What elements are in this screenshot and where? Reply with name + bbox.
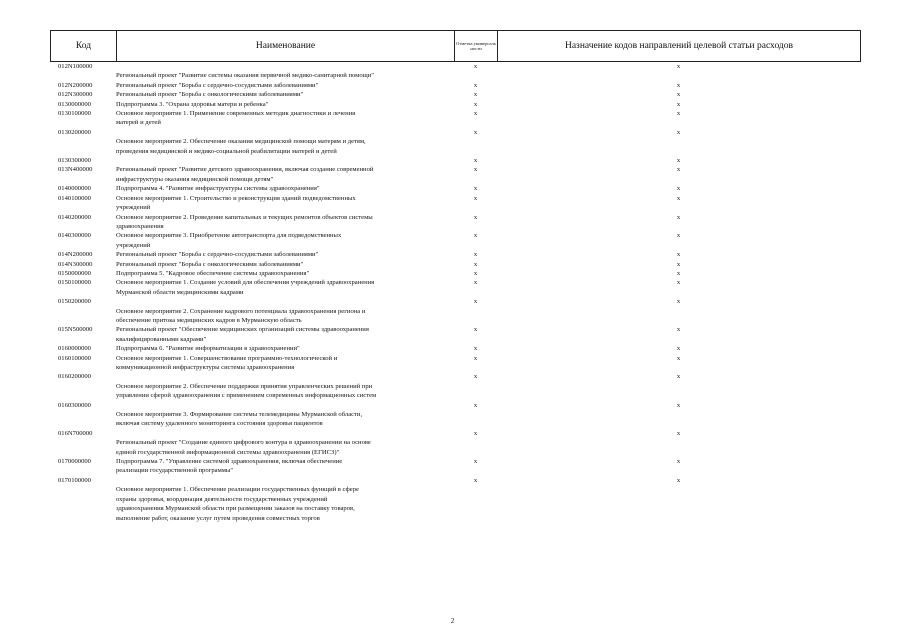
row-flag: x bbox=[473, 373, 478, 381]
row-name: Основное мероприятие 1. Применение современных методик диагностики и лечения матерей и детей bbox=[116, 110, 356, 127]
row-code: 012N300000 bbox=[58, 91, 93, 99]
row-purpose: x bbox=[676, 476, 681, 484]
table-row bbox=[50, 269, 860, 278]
row-name: Региональный проект "Развитие системы оказания первичной медико-санитарной помощи" bbox=[116, 72, 374, 80]
table-header bbox=[50, 30, 861, 62]
row-code: 0150100000 bbox=[58, 279, 91, 287]
row-name: Основное мероприятие 1. Обеспечение реализации государственных функций в сфере охраны здоровья, координация деятельности государственных учреждений здравоохранения Мурманской области при размещении заказов на поставку товаров, выполнение работ, оказание услуг путем проведения совместных торгов bbox=[116, 486, 359, 522]
row-purpose: x bbox=[676, 279, 681, 287]
table-row bbox=[50, 429, 860, 438]
table-row bbox=[50, 71, 860, 80]
row-name: Подпрограмма 5. "Кадровое обеспечение системы здравоохранения" bbox=[116, 269, 310, 277]
row-code: 0160000000 bbox=[58, 345, 91, 353]
table-row bbox=[50, 325, 860, 344]
row-code: 0130300000 bbox=[58, 157, 91, 165]
row-flag: x bbox=[473, 213, 478, 221]
row-purpose: x bbox=[676, 429, 681, 437]
row-code: 0140300000 bbox=[58, 232, 91, 240]
row-flag: x bbox=[473, 476, 478, 484]
row-code: 015N500000 bbox=[58, 326, 93, 334]
table-row bbox=[50, 260, 860, 269]
row-flag: x bbox=[473, 260, 478, 268]
row-purpose: x bbox=[676, 157, 681, 165]
table-row bbox=[50, 213, 860, 232]
table-row bbox=[50, 100, 860, 109]
row-name: Основное мероприятие 1. Совершенствование программно-технологической и коммуникационной инфраструктуры системы здравоохранения bbox=[116, 354, 338, 371]
table-row bbox=[50, 250, 860, 259]
row-purpose: x bbox=[676, 63, 681, 70]
table-row bbox=[50, 457, 860, 476]
table-row bbox=[50, 372, 860, 381]
table-row bbox=[50, 438, 860, 457]
table-row bbox=[50, 137, 860, 156]
header-flag: Отметка универсаль ности bbox=[455, 31, 498, 62]
row-name: Подпрограмма 6. "Развитие информатизации в здравоохранении" bbox=[116, 345, 300, 353]
row-flag: x bbox=[473, 326, 478, 334]
header-name: Наименование bbox=[117, 31, 455, 62]
row-code: 012N200000 bbox=[58, 81, 93, 89]
row-flag: x bbox=[473, 100, 478, 108]
row-flag: x bbox=[473, 81, 478, 89]
row-code: 0160300000 bbox=[58, 401, 91, 409]
row-purpose: x bbox=[676, 81, 681, 89]
row-name: Региональный проект "Создание единого цифрового контура в здравоохранении на основе единой государственной информационной системы здравоохранения (ЕГИСЗ)" bbox=[116, 439, 371, 456]
table-row bbox=[50, 401, 860, 410]
table-row bbox=[50, 165, 860, 184]
row-purpose: x bbox=[676, 373, 681, 381]
row-purpose: x bbox=[676, 91, 681, 99]
row-purpose: x bbox=[676, 345, 681, 353]
table-row bbox=[50, 81, 860, 90]
row-code: 0130200000 bbox=[58, 128, 91, 136]
row-name: Основное мероприятие 2. Сохранение кадрового потенциала здравоохранения региона и обеспечение притока медицинских кадров в Мурманскую область bbox=[116, 307, 366, 324]
row-code: 0130100000 bbox=[58, 110, 91, 118]
table-row bbox=[50, 307, 860, 326]
table-row bbox=[50, 382, 860, 401]
row-purpose: x bbox=[676, 401, 681, 409]
row-purpose: x bbox=[676, 185, 681, 193]
table-row bbox=[50, 344, 860, 353]
row-flag: x bbox=[473, 63, 478, 70]
row-name: Региональный проект "Борьба с онкологическими заболеваниями" bbox=[116, 260, 304, 268]
row-flag: x bbox=[473, 157, 478, 165]
table-row bbox=[50, 184, 860, 193]
row-purpose: x bbox=[676, 269, 681, 277]
header-code: Код bbox=[51, 31, 117, 62]
table-row bbox=[50, 231, 860, 250]
row-purpose: x bbox=[676, 166, 681, 174]
table-row bbox=[50, 128, 860, 137]
table-row bbox=[50, 156, 860, 165]
row-name: Региональный проект "Борьба с онкологическими заболеваниями" bbox=[116, 91, 304, 99]
row-name: Основное мероприятие 2. Обеспечение поддержки принятия управленческих решений при управлении сферой здравоохранения с применением современных информационных систем bbox=[116, 382, 377, 400]
row-code: 0160200000 bbox=[58, 373, 91, 381]
row-name: Подпрограмма 4. "Развитие инфраструктуры системы здравоохранения" bbox=[116, 185, 320, 193]
row-name: Подпрограмма 3. "Охрана здоровья матери и ребенка" bbox=[116, 100, 269, 108]
table-row bbox=[50, 278, 860, 297]
row-code: 0140200000 bbox=[58, 213, 91, 221]
table-row bbox=[50, 297, 860, 306]
row-purpose: x bbox=[676, 326, 681, 334]
row-code: 0150000000 bbox=[58, 269, 91, 277]
table-row bbox=[50, 485, 860, 523]
page-number: 2 bbox=[450, 617, 455, 625]
row-flag: x bbox=[473, 354, 478, 362]
table-body bbox=[50, 62, 860, 523]
row-purpose: x bbox=[676, 354, 681, 362]
row-name: Подпрограмма 7. "Управление системой здравоохранения, включая обеспечение реализации государственной программы" bbox=[116, 458, 343, 475]
row-flag: x bbox=[473, 128, 478, 136]
row-code: 016N700000 bbox=[58, 429, 93, 437]
row-purpose: x bbox=[676, 232, 681, 240]
row-purpose: x bbox=[676, 213, 681, 221]
row-code: 013N400000 bbox=[58, 166, 93, 174]
row-purpose: x bbox=[676, 128, 681, 136]
row-code: 014N200000 bbox=[58, 251, 93, 259]
table-row bbox=[50, 62, 860, 71]
table-row bbox=[50, 410, 860, 429]
row-code: 014N300000 bbox=[58, 260, 93, 268]
row-purpose: x bbox=[676, 251, 681, 259]
table-row bbox=[50, 90, 860, 99]
row-flag: x bbox=[473, 401, 478, 409]
row-name: Основное мероприятие 2. Проведение капитальных и текущих ремонтов объектов системы здравоохранения bbox=[116, 213, 373, 230]
document-sheet bbox=[50, 30, 860, 523]
row-flag: x bbox=[473, 110, 478, 118]
row-name: Основное мероприятие 3. Формирование системы телемедицины Мурманской области, включая систему удаленного мониторинга состояния здоровья пациентов bbox=[116, 411, 363, 428]
row-code: 012N100000 bbox=[58, 63, 93, 70]
row-flag: x bbox=[473, 298, 478, 306]
row-flag: x bbox=[473, 269, 478, 277]
row-flag: x bbox=[473, 429, 478, 437]
row-flag: x bbox=[473, 91, 478, 99]
row-purpose: x bbox=[676, 194, 681, 202]
row-code: 0170100000 bbox=[58, 476, 91, 484]
row-code: 0140000000 bbox=[58, 185, 91, 193]
row-name: Региональный проект "Борьба с сердечно-сосудистыми заболеваниями" bbox=[116, 81, 319, 89]
row-purpose: x bbox=[676, 100, 681, 108]
row-name: Основное мероприятие 2. Обеспечение оказания медицинской помощи матерям и детям, проведения медицинской и медико-социальной реабилитации матерей и детей bbox=[116, 138, 366, 155]
row-flag: x bbox=[473, 251, 478, 259]
row-code: 0150200000 bbox=[58, 298, 91, 306]
row-purpose: x bbox=[676, 110, 681, 118]
header-purpose: Назначение кодов направлений целевой статьи расходов bbox=[498, 31, 861, 62]
row-code: 0140100000 bbox=[58, 194, 91, 202]
row-flag: x bbox=[473, 194, 478, 202]
row-flag: x bbox=[473, 458, 478, 466]
row-flag: x bbox=[473, 345, 478, 353]
row-purpose: x bbox=[676, 298, 681, 306]
row-name: Региональный проект "Борьба с сердечно-сосудистыми заболеваниями" bbox=[116, 251, 319, 259]
table-row bbox=[50, 109, 860, 128]
table-row bbox=[50, 354, 860, 373]
row-purpose: x bbox=[676, 458, 681, 466]
row-code: 0160100000 bbox=[58, 354, 91, 362]
row-name: Региональный проект "Развитие детского здравоохранения, включая создание современной инфраструктуры оказания медицинской помощи детям" bbox=[116, 166, 374, 183]
table-row bbox=[50, 194, 860, 213]
row-flag: x bbox=[473, 279, 478, 287]
row-flag: x bbox=[473, 185, 478, 193]
row-purpose: x bbox=[676, 260, 681, 268]
row-name: Основное мероприятие 1. Строительство и реконструкция зданий подведомственных учреждений bbox=[116, 194, 356, 212]
row-name: Основное мероприятие 1. Создание условий для обеспечения учреждений здравоохранения Мурманской области медицинскими кадрами bbox=[116, 279, 375, 296]
row-code: 0170000000 bbox=[58, 458, 91, 466]
row-flag: x bbox=[473, 166, 478, 174]
table-row bbox=[50, 476, 860, 485]
row-flag: x bbox=[473, 232, 478, 240]
row-code: 0130000000 bbox=[58, 100, 91, 108]
row-name: Основное мероприятие 3. Приобретение автотранспорта для подведомственных учреждений bbox=[116, 232, 342, 249]
row-name: Региональный проект "Обеспечение медицинских организаций системы здравоохранения квалифицированными кадрами" bbox=[116, 326, 369, 343]
